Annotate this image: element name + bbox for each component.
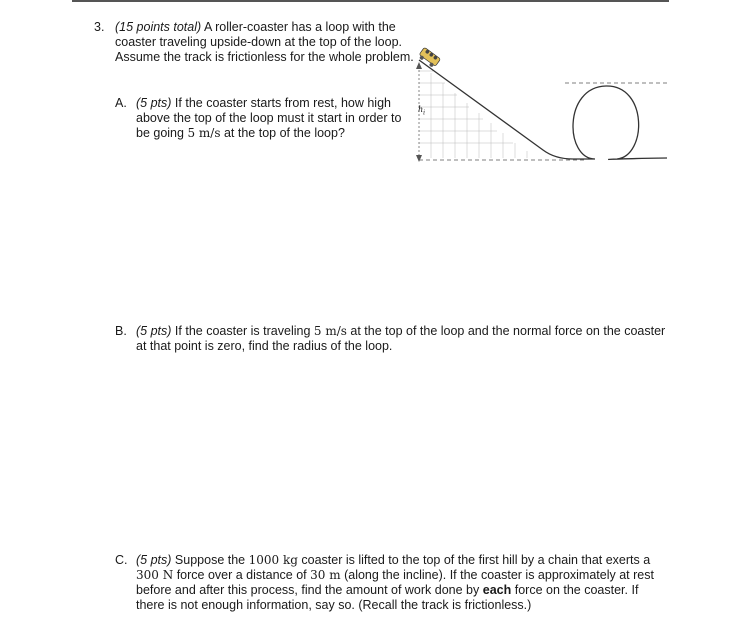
part-b-points: (5 pts) <box>136 324 172 338</box>
part-c-text-4: (along the incline). If the coaster is approximately at rest before and after this process, find the amount of work done by <box>136 568 654 597</box>
height-label-h: h <box>418 105 424 114</box>
part-a-text <box>136 96 411 141</box>
height-label <box>418 105 425 117</box>
question-number: 3. <box>94 20 105 34</box>
part-b-speed: 5 m/s <box>313 324 347 338</box>
height-arrow-bottom <box>416 155 422 162</box>
part-c-text-1: Suppose the <box>174 553 246 567</box>
question-intro-text: A roller-coaster has a loop with the coaster traveling upside-down at the top of the loop. Assume the track is frictionless for the whole problem. <box>115 20 414 64</box>
grid-lines <box>419 71 527 158</box>
height-label-sub: i <box>423 109 426 117</box>
part-c-text-5: force on the coaster. If there is not enough information, say so. (Recall the track is frictionless.) <box>136 583 639 612</box>
part-b-label: B. <box>115 324 127 338</box>
part-c-points: (5 pts) <box>136 553 172 567</box>
part-c-mass: 1000 kg <box>248 553 298 567</box>
question-intro <box>115 20 415 65</box>
part-c-text <box>136 553 666 613</box>
roller-coaster-diagram <box>405 38 675 178</box>
part-b-text-1: If the coaster is traveling <box>174 324 311 338</box>
coaster-car-icon <box>417 47 440 68</box>
part-a-speed: 5 m/s <box>187 126 221 140</box>
part-b-text <box>136 324 666 354</box>
part-a-label: A. <box>115 96 127 110</box>
part-c-emphasis: each <box>482 583 512 597</box>
question-points: (15 points total) <box>115 20 202 34</box>
top-border-line <box>72 0 669 2</box>
coaster-track <box>419 60 667 159</box>
part-a-points: (5 pts) <box>136 96 172 110</box>
part-c-text-2: coaster is lifted to the top of the first hill by a chain that exerts a <box>301 553 651 567</box>
part-c-text-3: force over a distance of <box>176 568 307 582</box>
part-c-distance: 30 m <box>310 568 341 582</box>
height-arrow-top <box>416 62 422 69</box>
part-b-text-2: at the top of the loop and the normal force on the coaster at that point is zero, find the radius of the loop. <box>136 324 666 353</box>
part-a-text-1: If the coaster starts from rest, how high above the top of the loop must it start in order to be going <box>136 96 402 140</box>
part-a-text-2: at the top of the loop? <box>223 126 345 140</box>
part-c-force: 300 N <box>136 568 174 582</box>
part-c-label: C. <box>115 553 128 567</box>
